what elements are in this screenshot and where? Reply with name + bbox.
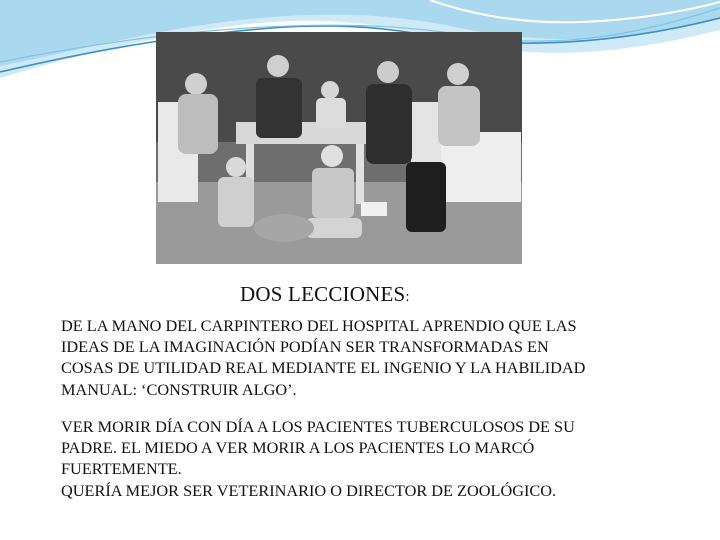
slide-title (240, 282, 410, 307)
person-head (185, 73, 207, 95)
paragraph-line: DE LA MANO DEL CARPINTERO DEL HOSPITAL APRENDIO QUE LAS (61, 316, 577, 335)
slide-title-colon: : (405, 289, 410, 305)
paragraph-patients-lesson (61, 416, 661, 501)
child-head (321, 145, 343, 167)
person-body (438, 86, 480, 146)
slide-title-text: DOS LECCIONES (240, 282, 406, 306)
basket (254, 214, 314, 242)
paragraph-line: MANUAL: ‘CONSTRUIR ALGO’. (61, 379, 297, 399)
table-leg (356, 144, 364, 204)
paragraph-line: QUERÍA MEJOR SER VETERINARIO O DIRECTOR DE ZOOLÓGICO. (61, 480, 557, 500)
family-photo (156, 32, 522, 264)
person-body (366, 84, 412, 164)
small-crate (361, 202, 387, 216)
person-head (377, 61, 399, 83)
paragraph-line: IDEAS DE LA IMAGINACIÓN PODÍAN SER TRANSFORMADAS EN (61, 337, 549, 357)
person-head (447, 63, 469, 85)
paragraph-line: VER MORIR DÍA CON DÍA A LOS PACIENTES TUBERCULOSOS DE SU (61, 417, 575, 436)
family-photo-illustration (156, 32, 522, 264)
person-body (316, 98, 346, 128)
paragraph-line: FUERTEMENTE. (61, 459, 182, 479)
paragraph-line: PADRE. EL MIEDO A VER MORIR A LOS PACIENTES LO MARCÓ (61, 438, 535, 458)
person-head (321, 81, 339, 99)
person-body (178, 94, 218, 154)
child-body (312, 168, 354, 218)
person-body (256, 78, 302, 138)
paragraph-carpenter-lesson (61, 315, 661, 400)
child-head (226, 157, 246, 177)
child-legs (306, 218, 362, 238)
child-body (218, 177, 254, 227)
paragraph-line: COSAS DE UTILIDAD REAL MEDIANTE EL INGENIO Y LA HABILIDAD (61, 358, 586, 378)
person-head (267, 55, 289, 77)
person-legs (406, 162, 446, 232)
